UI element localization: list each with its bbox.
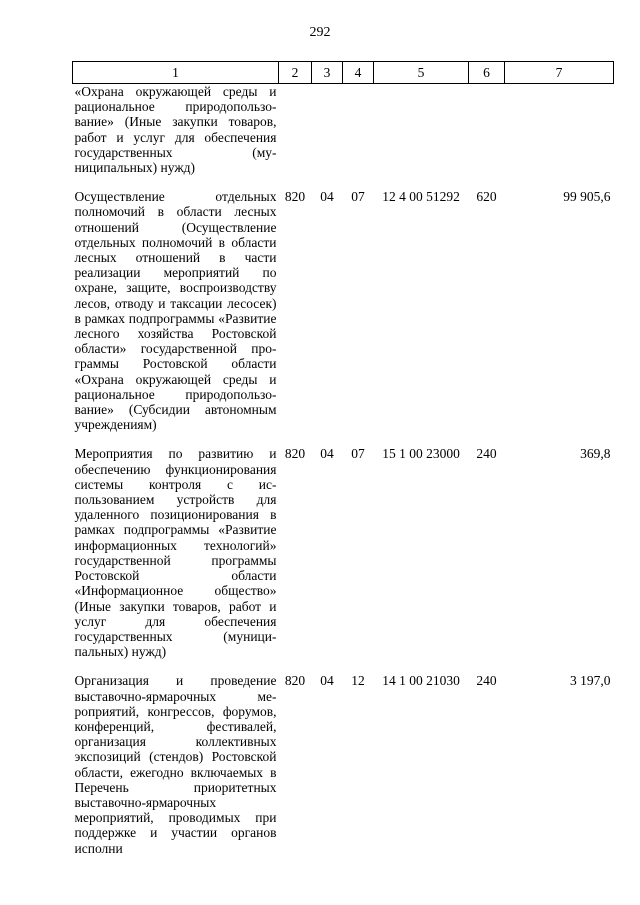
budget-table	[72, 61, 614, 856]
row-expense-type: 240	[476, 673, 497, 689]
row-amount: 3 197,0	[570, 673, 611, 689]
row-ministry-code: 820	[284, 446, 306, 462]
header-col-4: 4	[343, 62, 374, 84]
row-target-article: 14 1 00 21030	[382, 673, 460, 689]
row-section-code: 04	[320, 446, 334, 462]
row-amount	[505, 84, 614, 190]
header-col-1: 1	[73, 62, 279, 84]
row-description: «Охрана окружающей среды и рациональное природопользование» (Иные закупки товаров, работ и услуг для обеспечения государственных (муниципальных) нужд)	[74, 84, 277, 176]
row-target-article: 15 1 00 23000	[382, 446, 460, 462]
row-target-article	[374, 84, 469, 190]
header-col-5: 5	[374, 62, 469, 84]
table-row	[73, 446, 614, 673]
row-subsection-code: 12	[351, 673, 365, 689]
header-col-6: 6	[469, 62, 505, 84]
header-col-2: 2	[279, 62, 312, 84]
row-section-code	[312, 84, 343, 190]
row-expense-type: 620	[476, 189, 497, 205]
row-subsection-code	[343, 84, 374, 190]
row-section-code: 04	[320, 673, 334, 689]
row-ministry-code	[279, 84, 312, 190]
table-row	[73, 673, 614, 855]
header-col-7: 7	[505, 62, 614, 84]
row-section-code: 04	[320, 189, 334, 205]
header-col-3: 3	[312, 62, 343, 84]
row-description: Организация и проведение выставочно-ярмарочных мероприятий, конгрессов, форумов, конференций, фестивалей, организация коллективных экспозиций (стендов) Ростовской области, ежегодно включаемых в Перечень приоритетных выставочно-ярмарочных мероприятий, проводимых при поддержке и участии органов исполни	[74, 673, 277, 856]
row-ministry-code: 820	[284, 673, 306, 689]
row-expense-type: 240	[476, 446, 497, 462]
row-description: Осуществление отдельных полномочий в области лесных отношений (Осуществление отдельных полномочий в области лесных отношений в части реализации мероприятий по охране, защите, воспроизводству лесов, отводу и таксации лесосек) в рамках подпрограммы «Развитие лесного хозяйства Ростовской области» государственной программы Ростовской области «Охрана окружающей среды и рациональное природопользование» (Субсидии автономным учреждениям)	[74, 189, 277, 433]
row-target-article: 12 4 00 51292	[382, 189, 460, 205]
page-number: 292	[309, 25, 331, 40]
row-amount: 369,8	[580, 446, 611, 462]
table-row	[73, 189, 614, 446]
table-header-row	[73, 62, 614, 84]
row-subsection-code: 07	[351, 189, 365, 205]
table-row	[73, 84, 614, 190]
row-ministry-code: 820	[284, 189, 306, 205]
row-amount: 99 905,6	[563, 189, 611, 205]
row-expense-type	[469, 84, 505, 190]
row-subsection-code: 07	[351, 446, 365, 462]
row-description: Мероприятия по развитию и обеспечению функционирования системы контроля с использованием устройств для удаленного позиционирования в рамках подпрограммы «Развитие информационных технологий» государственной программы Ростовской области «Информационное общество» (Иные закупки товаров, работ и услуг для обеспечения государственных (муниципальных) нужд)	[74, 446, 277, 660]
